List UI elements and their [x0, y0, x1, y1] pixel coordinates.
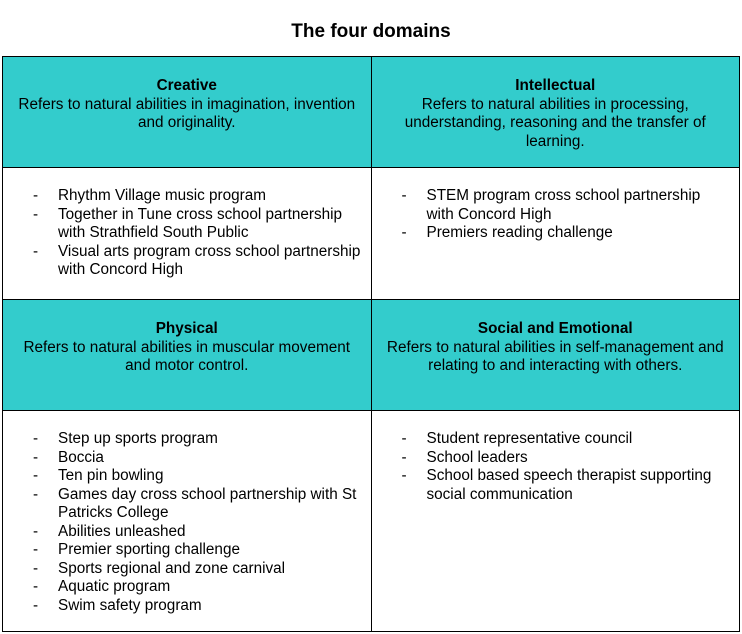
list-item-text: Together in Tune cross school partnership with Strathfield South Public: [58, 205, 343, 241]
list-item-text: Sports regional and zone carnival: [58, 559, 286, 577]
list-item: [33, 597, 361, 616]
domains-table: [2, 56, 740, 632]
list-item-text: Games day cross school partnership with St Patricks College: [58, 485, 357, 521]
social-header-cell: [371, 300, 740, 411]
header-row-1: [3, 57, 740, 168]
physical-heading: Physical: [155, 320, 218, 337]
list-item: [402, 430, 730, 449]
list-row-1: [3, 168, 740, 300]
social-list: [372, 411, 740, 504]
list-item-text: School based speech therapist supporting social communication: [426, 467, 712, 503]
page-title: The four domains: [291, 21, 451, 42]
list-item-text: Ten pin bowling: [58, 467, 164, 484]
creative-heading: Creative: [156, 77, 217, 94]
bullet-dash: -: [33, 205, 39, 223]
list-item-text: Premier sporting challenge: [58, 541, 240, 558]
list-item-text: STEM program cross school partnership with Concord High: [426, 187, 701, 223]
list-item: [33, 486, 361, 523]
list-item: [33, 578, 361, 597]
bullet-dash: -: [401, 187, 407, 204]
list-item: [33, 467, 361, 486]
social-list-cell: [371, 411, 740, 632]
list-item-text: Boccia: [58, 448, 104, 466]
bullet-dash: -: [33, 448, 39, 466]
bullet-dash: -: [401, 467, 407, 484]
bullet-dash: -: [33, 187, 39, 204]
bullet-dash: -: [33, 485, 39, 503]
list-item: [402, 187, 730, 224]
social-heading: Social and Emotional: [477, 320, 633, 337]
bullet-dash: -: [33, 541, 39, 558]
creative-list: [3, 168, 371, 280]
list-item: [33, 206, 361, 243]
list-item: [33, 541, 361, 560]
list-item: [33, 430, 361, 449]
bullet-dash: -: [33, 578, 39, 595]
bullet-dash: -: [401, 430, 407, 447]
list-item-text: School leaders: [426, 448, 528, 466]
list-item-text: Abilities unleashed: [58, 522, 186, 540]
creative-description: Refers to natural abilities in imagination, invention and originality.: [18, 95, 356, 131]
intellectual-list: [372, 168, 740, 243]
list-item-text: Step up sports program: [58, 430, 218, 447]
list-item-text: Aquatic program: [58, 578, 171, 595]
bullet-dash: -: [33, 522, 39, 540]
list-item: [33, 449, 361, 468]
list-item: [402, 449, 730, 468]
list-item: [402, 224, 730, 243]
social-description: Refers to natural abilities in self-management and relating to and interacting with others.: [386, 338, 724, 374]
list-item-text: Visual arts program cross school partnership with Concord High: [58, 242, 361, 278]
header-row-2: [3, 300, 740, 411]
list-item: [33, 523, 361, 542]
intellectual-heading: Intellectual: [515, 77, 596, 94]
intellectual-list-cell: [371, 168, 740, 300]
physical-list: [3, 411, 371, 615]
physical-list-cell: [3, 411, 372, 632]
physical-description: Refers to natural abilities in muscular movement and motor control.: [23, 338, 350, 374]
bullet-dash: -: [33, 596, 39, 614]
list-row-2: [3, 411, 740, 632]
list-item-text: Premiers reading challenge: [426, 224, 613, 241]
list-item: [33, 187, 361, 206]
list-item-text: Rhythm Village music program: [58, 187, 267, 204]
list-item: [33, 560, 361, 579]
creative-header-cell: [3, 57, 372, 168]
list-item: [402, 467, 730, 504]
bullet-dash: -: [33, 467, 39, 484]
physical-header-cell: [3, 300, 372, 411]
list-item-text: Swim safety program: [58, 596, 202, 614]
intellectual-header-cell: [371, 57, 740, 168]
creative-list-cell: [3, 168, 372, 300]
bullet-dash: -: [401, 224, 407, 241]
list-item: [33, 243, 361, 280]
intellectual-description: Refers to natural abilities in processing, understanding, reasoning and the transfer of learning.: [404, 95, 706, 150]
bullet-dash: -: [401, 448, 407, 466]
bullet-dash: -: [33, 430, 39, 447]
bullet-dash: -: [33, 242, 39, 260]
list-item-text: Student representative council: [426, 430, 633, 447]
bullet-dash: -: [33, 559, 39, 577]
